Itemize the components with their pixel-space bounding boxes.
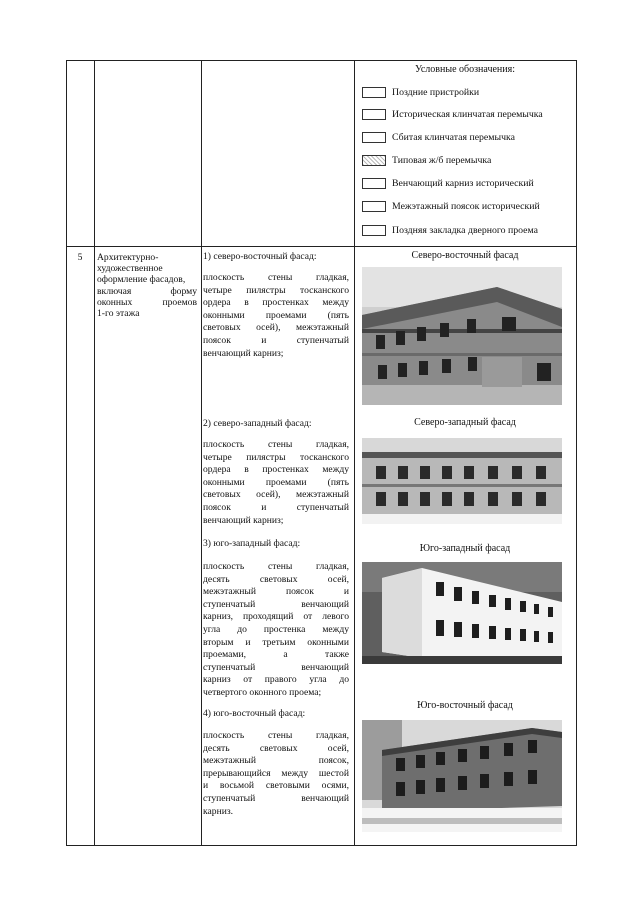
facade-description [203,439,349,527]
legend-swatch [362,201,386,212]
description-line: угла до простенка между [203,623,349,635]
facade-photo [362,438,562,524]
description-line: ступенчатый венчающий [203,598,349,610]
element-line: включая форму [97,285,197,297]
row-number: 5 [77,252,83,263]
legend-item [362,131,515,145]
legend-label: Поздняя закладка дверного проема [392,225,539,236]
facade-heading: 2) северо-западный фасад: [203,418,312,429]
legend-item [362,177,534,191]
facade-description [203,272,349,360]
description-line: плоскость стены гладкая, [203,730,349,741]
description-line: венчающий карниз; [203,514,284,526]
description-line: десять световых осей, [203,573,349,585]
description-line: четыре пилястры тосканского [203,451,349,463]
description-line: ступенчатый венчающий [203,661,349,673]
description-line: четвертого оконного проема; [203,686,322,698]
legend-item [362,86,479,100]
table-border-col2 [94,60,95,845]
legend-swatch [362,109,386,120]
table-row-divider [66,246,577,247]
photo-caption: Юго-западный фасад [419,543,511,554]
description-line: плоскость стены гладкая, [203,272,349,283]
legend-label: Поздние пристройки [392,87,480,98]
element-line: художественное [97,263,163,275]
facade-photo [362,562,562,664]
table-border-col3 [201,60,202,845]
description-line: поясок и ступенчатый [203,334,349,346]
description-line: плоскость стены гладкая, [203,439,349,450]
element-line: оформление фасадов, [97,274,186,286]
legend-item [362,154,491,168]
legend-label: Межэтажный поясок исторический [392,201,540,212]
legend-label: Сбитая клинчатая перемычка [392,132,515,143]
table-border-col4 [354,60,355,845]
description-line: световых осей), межэтажный [203,489,349,501]
legend-swatch [362,87,386,98]
description-line: проемами, а также [203,649,349,661]
facade-heading: 1) северо-восточный фасад: [203,251,317,262]
legend-swatch [362,178,386,189]
description-line: прерывающийся между шестой [203,767,349,779]
table-border-bottom [66,845,577,846]
legend-item [362,224,538,238]
facade-description [203,561,349,700]
table-border-right [576,60,577,845]
legend-label: Типовая ж/б перемычка [392,155,492,166]
facade-description [203,730,349,818]
description-line: плоскость стены гладкая, [203,561,349,572]
description-line: межэтажный поясок и [203,586,349,598]
table-border-top [66,60,577,61]
element-line: 1-го этажа [97,308,140,320]
element-description [97,252,197,319]
legend-title: Условные обозначения: [414,64,515,75]
element-line: Архитектурно- [97,252,159,263]
description-line: и восьмой световыми осями, [203,780,349,792]
legend-swatch [362,132,386,143]
legend-label: Венчающий карниз исторический [392,178,534,189]
description-line: ордера в простенках между [203,297,349,309]
photo-caption: Юго-восточный фасад [417,700,513,711]
description-line: карниз от правого угла до [203,674,349,686]
description-line: ступенчатый венчающий [203,792,349,804]
description-line: десять световых осей, [203,742,349,754]
facade-photo [362,720,562,832]
description-line: венчающий карниз; [203,347,284,359]
element-line: оконных проемов [97,296,197,308]
photo-caption: Северо-восточный фасад [411,250,519,261]
description-line: межэтажный поясок, [203,755,349,767]
description-line: ордера в простенках между [203,464,349,476]
legend-swatch-hatched [362,155,386,166]
table-border-left [66,60,67,845]
description-line: оконными проемами (пять [203,476,349,488]
facade-heading: 3) юго-западный фасад: [203,538,301,549]
description-line: карниз, проходящий от левого [203,611,349,623]
description-line: поясок и ступенчатый [203,501,349,513]
legend-label: Историческая клинчатая перемычка [392,109,543,120]
description-line: вторым и третьим оконными [203,636,349,648]
description-line: оконными проемами (пять [203,309,349,321]
legend-item [362,108,543,122]
description-line: карниз. [203,805,234,817]
facade-heading: 4) юго-восточный фасад: [203,708,306,719]
description-line: световых осей), межэтажный [203,322,349,334]
legend-item [362,200,540,214]
facade-photo [362,267,562,405]
photo-caption: Северо-западный фасад [414,417,516,428]
description-line: четыре пилястры тосканского [203,284,349,296]
legend-swatch [362,225,386,236]
